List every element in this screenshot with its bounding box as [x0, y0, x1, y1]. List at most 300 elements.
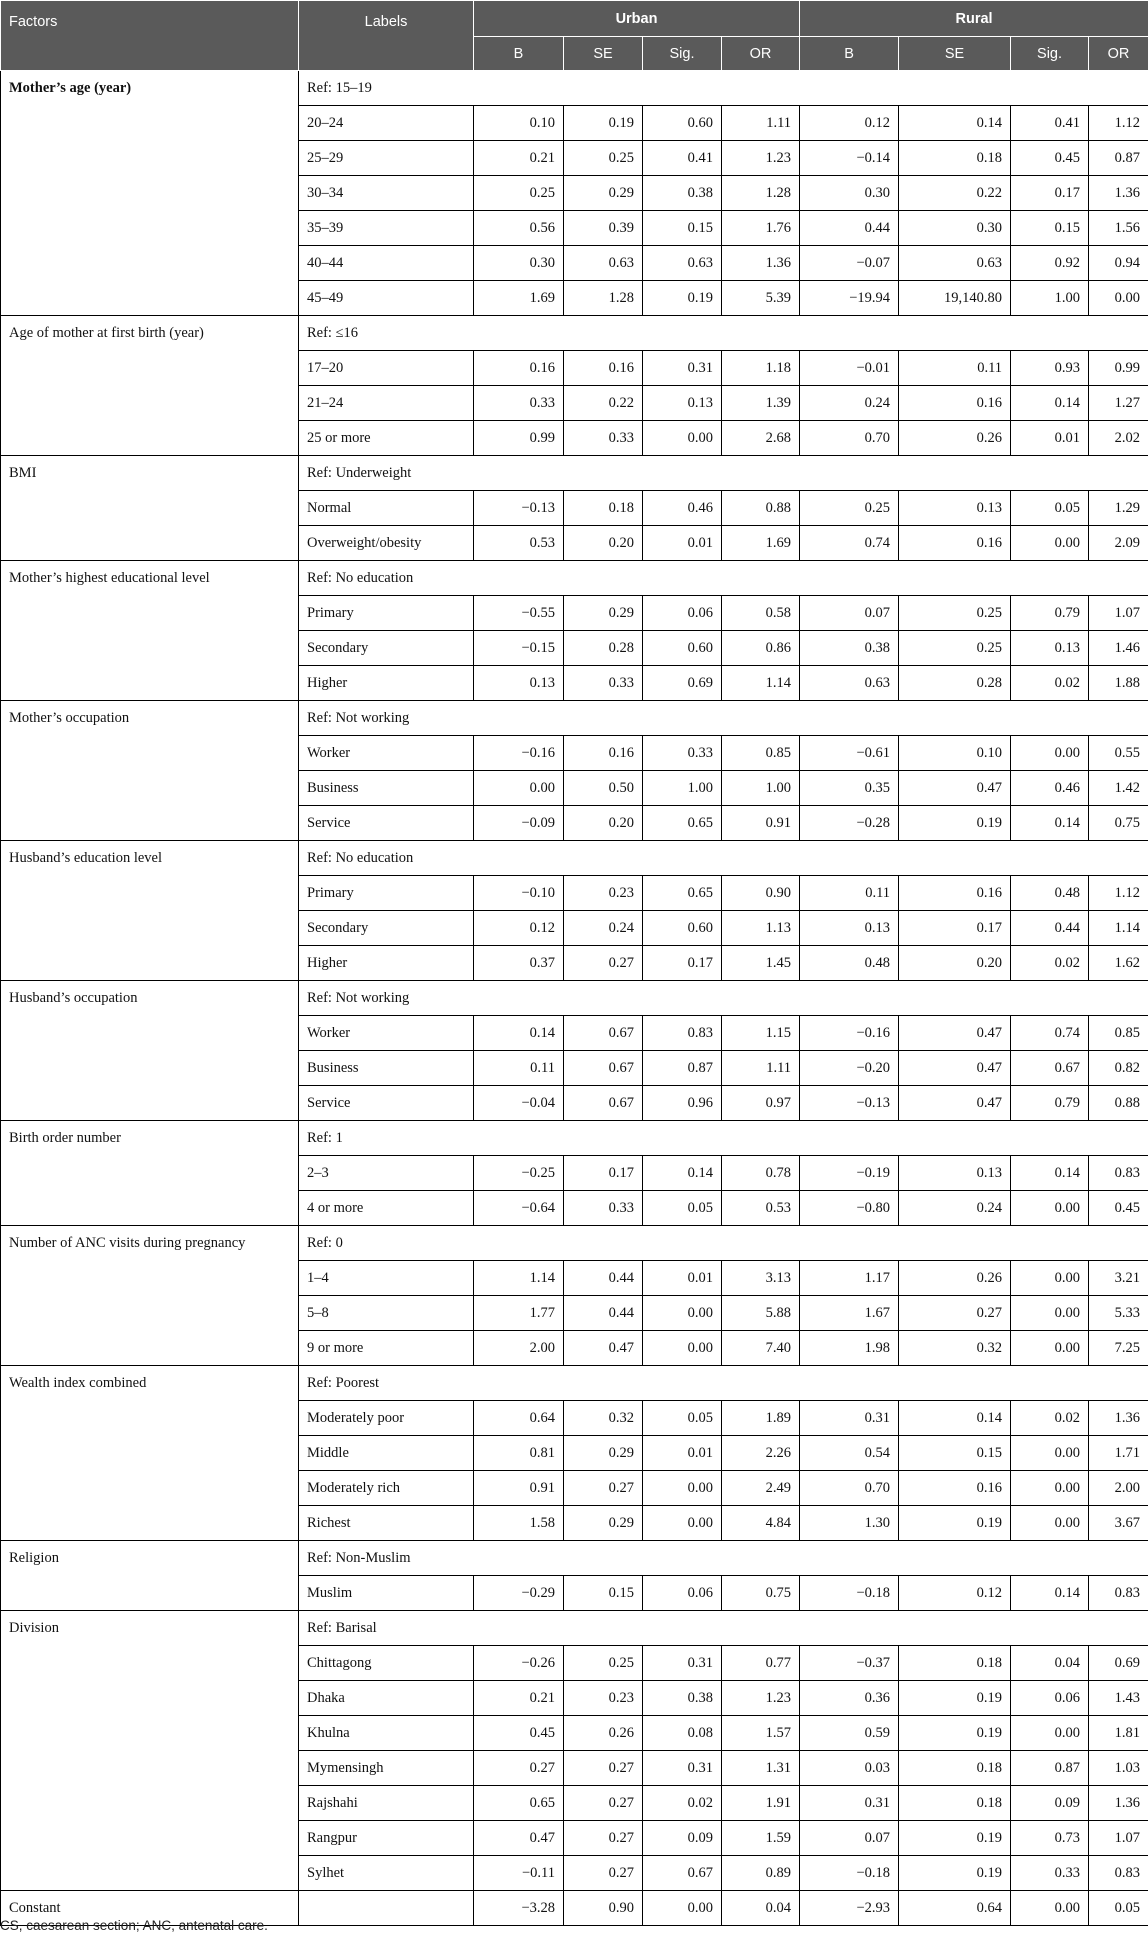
value-cell: 0.29: [564, 1506, 643, 1541]
value-cell: 0.05: [1011, 491, 1089, 526]
value-cell: 0.25: [899, 631, 1011, 666]
category-label: 17–20: [299, 351, 474, 386]
value-cell: 0.05: [643, 1401, 722, 1436]
value-cell: 1.00: [643, 771, 722, 806]
value-cell: 0.48: [1011, 876, 1089, 911]
value-cell: 0.38: [800, 631, 899, 666]
value-cell: 3.21: [1089, 1261, 1148, 1296]
value-cell: 0.83: [1089, 1856, 1148, 1891]
value-cell: 3.67: [1089, 1506, 1148, 1541]
header-col-rural-or: OR: [1089, 37, 1148, 71]
value-cell: −0.55: [474, 596, 564, 631]
value-cell: 1.36: [1089, 1401, 1148, 1436]
value-cell: 0.15: [564, 1576, 643, 1611]
factor-name: Mother’s occupation: [1, 701, 299, 841]
value-cell: 5.88: [722, 1296, 800, 1331]
value-cell: −0.07: [800, 246, 899, 281]
value-cell: 0.67: [564, 1051, 643, 1086]
value-cell: 0.91: [722, 806, 800, 841]
constant-blank-cell: [299, 1891, 474, 1926]
value-cell: 0.33: [564, 666, 643, 701]
value-cell: 0.10: [474, 106, 564, 141]
category-label: Sylhet: [299, 1856, 474, 1891]
value-cell: 1.14: [722, 666, 800, 701]
category-label: Higher: [299, 666, 474, 701]
reference-category: Ref: Non-Muslim: [299, 1541, 1148, 1576]
value-cell: 0.37: [474, 946, 564, 981]
value-cell: 0.06: [1011, 1681, 1089, 1716]
value-cell: 0.65: [643, 876, 722, 911]
value-cell: 0.48: [800, 946, 899, 981]
value-cell: 0.02: [1011, 946, 1089, 981]
value-cell: 1.28: [722, 176, 800, 211]
factor-name: Mother’s highest educational level: [1, 561, 299, 701]
header-col-rural-sig: Sig.: [1011, 37, 1089, 71]
value-cell: −0.18: [800, 1576, 899, 1611]
value-cell: 0.53: [474, 526, 564, 561]
factor-name: Number of ANC visits during pregnancy: [1, 1226, 299, 1366]
category-label: Business: [299, 771, 474, 806]
value-cell: 0.00: [1011, 1716, 1089, 1751]
value-cell: 2.02: [1089, 421, 1148, 456]
category-label: 1–4: [299, 1261, 474, 1296]
value-cell: 0.85: [1089, 1016, 1148, 1051]
factor-name: Division: [1, 1611, 299, 1891]
value-cell: 0.64: [899, 1891, 1011, 1926]
value-cell: −0.14: [800, 141, 899, 176]
value-cell: 0.00: [643, 1471, 722, 1506]
header-factors: Factors: [1, 1, 299, 71]
value-cell: 0.28: [899, 666, 1011, 701]
value-cell: 0.13: [899, 491, 1011, 526]
value-cell: 0.16: [899, 526, 1011, 561]
value-cell: 0.38: [643, 1681, 722, 1716]
value-cell: 7.25: [1089, 1331, 1148, 1366]
value-cell: 0.60: [643, 911, 722, 946]
value-cell: 0.06: [643, 1576, 722, 1611]
header-col-rural-b: B: [800, 37, 899, 71]
value-cell: 0.67: [643, 1856, 722, 1891]
value-cell: 1.12: [1089, 106, 1148, 141]
value-cell: 0.45: [474, 1716, 564, 1751]
value-cell: 0.33: [1011, 1856, 1089, 1891]
value-cell: 0.14: [1011, 386, 1089, 421]
value-cell: 0.45: [1089, 1191, 1148, 1226]
value-cell: 5.39: [722, 281, 800, 316]
category-label: 35–39: [299, 211, 474, 246]
value-cell: 1.98: [800, 1331, 899, 1366]
value-cell: 1.11: [722, 106, 800, 141]
value-cell: 1.03: [1089, 1751, 1148, 1786]
value-cell: 0.31: [800, 1786, 899, 1821]
category-label: Rajshahi: [299, 1786, 474, 1821]
value-cell: 0.31: [643, 1646, 722, 1681]
value-cell: 0.02: [643, 1786, 722, 1821]
value-cell: 0.12: [800, 106, 899, 141]
value-cell: 0.63: [899, 246, 1011, 281]
value-cell: 0.99: [1089, 351, 1148, 386]
value-cell: 1.45: [722, 946, 800, 981]
header-col-urban-b: B: [474, 37, 564, 71]
category-label: Secondary: [299, 631, 474, 666]
value-cell: 0.00: [1011, 1191, 1089, 1226]
category-label: Service: [299, 1086, 474, 1121]
value-cell: 0.87: [1011, 1751, 1089, 1786]
value-cell: −0.04: [474, 1086, 564, 1121]
value-cell: −0.61: [800, 736, 899, 771]
category-label: 45–49: [299, 281, 474, 316]
value-cell: 0.19: [899, 806, 1011, 841]
value-cell: 1.14: [1089, 911, 1148, 946]
value-cell: 0.65: [474, 1786, 564, 1821]
value-cell: 0.75: [1089, 806, 1148, 841]
value-cell: 0.30: [899, 211, 1011, 246]
value-cell: 0.16: [899, 386, 1011, 421]
value-cell: 1.81: [1089, 1716, 1148, 1751]
value-cell: 0.29: [564, 1436, 643, 1471]
value-cell: 1.43: [1089, 1681, 1148, 1716]
value-cell: 0.75: [722, 1576, 800, 1611]
value-cell: 0.44: [800, 211, 899, 246]
value-cell: 0.32: [899, 1331, 1011, 1366]
value-cell: 0.01: [643, 1261, 722, 1296]
value-cell: 2.26: [722, 1436, 800, 1471]
value-cell: 0.07: [800, 596, 899, 631]
category-label: 4 or more: [299, 1191, 474, 1226]
value-cell: 1.89: [722, 1401, 800, 1436]
header-urban: Urban: [474, 1, 800, 37]
value-cell: 0.79: [1011, 596, 1089, 631]
value-cell: 0.13: [899, 1156, 1011, 1191]
value-cell: 0.19: [899, 1681, 1011, 1716]
value-cell: 1.46: [1089, 631, 1148, 666]
value-cell: −0.16: [800, 1016, 899, 1051]
category-label: Richest: [299, 1506, 474, 1541]
value-cell: 0.39: [564, 211, 643, 246]
category-label: Overweight/obesity: [299, 526, 474, 561]
value-cell: 0.70: [800, 421, 899, 456]
value-cell: 0.00: [1011, 526, 1089, 561]
value-cell: 0.65: [643, 806, 722, 841]
value-cell: 0.60: [643, 631, 722, 666]
value-cell: −0.15: [474, 631, 564, 666]
category-label: 25 or more: [299, 421, 474, 456]
category-label: Middle: [299, 1436, 474, 1471]
value-cell: 0.67: [564, 1016, 643, 1051]
value-cell: 0.16: [899, 1471, 1011, 1506]
value-cell: 1.56: [1089, 211, 1148, 246]
value-cell: 1.36: [1089, 1786, 1148, 1821]
factor-group-ref-row: [1, 701, 1148, 736]
value-cell: 0.21: [474, 1681, 564, 1716]
value-cell: 2.09: [1089, 526, 1148, 561]
value-cell: 1.42: [1089, 771, 1148, 806]
value-cell: 0.27: [564, 1856, 643, 1891]
value-cell: 1.31: [722, 1751, 800, 1786]
value-cell: 0.24: [800, 386, 899, 421]
value-cell: 0.04: [722, 1891, 800, 1926]
value-cell: 0.22: [564, 386, 643, 421]
factor-name: BMI: [1, 456, 299, 561]
value-cell: 0.31: [643, 1751, 722, 1786]
value-cell: 0.96: [643, 1086, 722, 1121]
value-cell: 0.74: [1011, 1016, 1089, 1051]
reference-category: Ref: ≤16: [299, 316, 1148, 351]
value-cell: 1.07: [1089, 1821, 1148, 1856]
value-cell: 0.41: [643, 141, 722, 176]
value-cell: 0.19: [899, 1506, 1011, 1541]
value-cell: 0.73: [1011, 1821, 1089, 1856]
value-cell: 1.23: [722, 141, 800, 176]
value-cell: 0.30: [800, 176, 899, 211]
factor-name: Husband’s education level: [1, 841, 299, 981]
value-cell: 1.18: [722, 351, 800, 386]
value-cell: 0.29: [564, 176, 643, 211]
value-cell: 0.16: [564, 351, 643, 386]
value-cell: 0.33: [564, 1191, 643, 1226]
value-cell: −0.29: [474, 1576, 564, 1611]
value-cell: −0.37: [800, 1646, 899, 1681]
value-cell: 0.14: [1011, 1156, 1089, 1191]
value-cell: 0.00: [643, 421, 722, 456]
value-cell: 0.19: [564, 106, 643, 141]
value-cell: 0.00: [643, 1296, 722, 1331]
value-cell: 0.36: [800, 1681, 899, 1716]
value-cell: 0.44: [1011, 911, 1089, 946]
value-cell: 0.09: [643, 1821, 722, 1856]
value-cell: −3.28: [474, 1891, 564, 1926]
value-cell: 0.12: [474, 911, 564, 946]
value-cell: 1.07: [1089, 596, 1148, 631]
category-label: Muslim: [299, 1576, 474, 1611]
value-cell: 0.45: [1011, 141, 1089, 176]
value-cell: 1.11: [722, 1051, 800, 1086]
factor-name: Mother’s age (year): [1, 71, 299, 316]
header-col-rural-se: SE: [899, 37, 1011, 71]
value-cell: 0.11: [800, 876, 899, 911]
value-cell: 0.23: [564, 876, 643, 911]
category-label: Business: [299, 1051, 474, 1086]
value-cell: 2.00: [474, 1331, 564, 1366]
value-cell: 1.14: [474, 1261, 564, 1296]
value-cell: 0.67: [1011, 1051, 1089, 1086]
value-cell: 0.01: [643, 526, 722, 561]
value-cell: 0.02: [1011, 1401, 1089, 1436]
value-cell: 1.15: [722, 1016, 800, 1051]
value-cell: 0.22: [899, 176, 1011, 211]
value-cell: 0.06: [643, 596, 722, 631]
factor-name: Age of mother at first birth (year): [1, 316, 299, 456]
value-cell: 0.83: [643, 1016, 722, 1051]
value-cell: 0.05: [643, 1191, 722, 1226]
value-cell: 0.47: [474, 1821, 564, 1856]
value-cell: 2.49: [722, 1471, 800, 1506]
value-cell: 0.26: [899, 421, 1011, 456]
value-cell: 2.68: [722, 421, 800, 456]
value-cell: 0.18: [899, 1646, 1011, 1681]
value-cell: 1.00: [722, 771, 800, 806]
value-cell: 0.77: [722, 1646, 800, 1681]
table-footnote: CS, caesarean section; ANC, antenatal care.: [0, 1918, 268, 1933]
factor-name: Wealth index combined: [1, 1366, 299, 1541]
value-cell: 0.82: [1089, 1051, 1148, 1086]
value-cell: 0.88: [1089, 1086, 1148, 1121]
value-cell: 0.07: [800, 1821, 899, 1856]
value-cell: −0.20: [800, 1051, 899, 1086]
value-cell: 1.67: [800, 1296, 899, 1331]
value-cell: 0.12: [899, 1576, 1011, 1611]
value-cell: 0.47: [899, 1016, 1011, 1051]
value-cell: 0.33: [564, 421, 643, 456]
value-cell: −0.16: [474, 736, 564, 771]
value-cell: 0.55: [1089, 736, 1148, 771]
reference-category: Ref: 15–19: [299, 71, 1148, 106]
value-cell: 0.18: [564, 491, 643, 526]
value-cell: 0.85: [722, 736, 800, 771]
category-label: Chittagong: [299, 1646, 474, 1681]
value-cell: 0.05: [1089, 1891, 1148, 1926]
value-cell: 0.41: [1011, 106, 1089, 141]
category-label: Khulna: [299, 1716, 474, 1751]
value-cell: 1.29: [1089, 491, 1148, 526]
value-cell: 0.25: [899, 596, 1011, 631]
header-col-urban-se: SE: [564, 37, 643, 71]
value-cell: 0.00: [474, 771, 564, 806]
value-cell: −0.25: [474, 1156, 564, 1191]
value-cell: 1.13: [722, 911, 800, 946]
value-cell: 0.54: [800, 1436, 899, 1471]
value-cell: 1.77: [474, 1296, 564, 1331]
value-cell: 0.32: [564, 1401, 643, 1436]
header-col-urban-sig: Sig.: [643, 37, 722, 71]
value-cell: 1.57: [722, 1716, 800, 1751]
value-cell: 0.21: [474, 141, 564, 176]
value-cell: 1.76: [722, 211, 800, 246]
constant-label: Constant: [1, 1891, 299, 1926]
value-cell: 0.53: [722, 1191, 800, 1226]
value-cell: −0.28: [800, 806, 899, 841]
value-cell: 0.63: [643, 246, 722, 281]
value-cell: 7.40: [722, 1331, 800, 1366]
value-cell: 0.15: [1011, 211, 1089, 246]
value-cell: 1.91: [722, 1786, 800, 1821]
value-cell: 0.03: [800, 1751, 899, 1786]
value-cell: 0.86: [722, 631, 800, 666]
value-cell: −0.09: [474, 806, 564, 841]
value-cell: 0.93: [1011, 351, 1089, 386]
value-cell: 0.70: [800, 1471, 899, 1506]
factor-group-ref-row: [1, 1226, 1148, 1261]
category-label: Dhaka: [299, 1681, 474, 1716]
category-label: 25–29: [299, 141, 474, 176]
value-cell: 0.83: [1089, 1576, 1148, 1611]
value-cell: 2.00: [1089, 1471, 1148, 1506]
factor-name: Birth order number: [1, 1121, 299, 1226]
value-cell: 0.20: [564, 806, 643, 841]
value-cell: 0.99: [474, 421, 564, 456]
value-cell: 0.27: [564, 1751, 643, 1786]
value-cell: 1.69: [474, 281, 564, 316]
value-cell: 0.00: [1011, 1261, 1089, 1296]
category-label: 40–44: [299, 246, 474, 281]
value-cell: 0.08: [643, 1716, 722, 1751]
value-cell: 0.10: [899, 736, 1011, 771]
category-label: 5–8: [299, 1296, 474, 1331]
value-cell: 0.30: [474, 246, 564, 281]
value-cell: −19.94: [800, 281, 899, 316]
value-cell: 0.69: [1089, 1646, 1148, 1681]
value-cell: 0.17: [643, 946, 722, 981]
factor-group-ref-row: [1, 1611, 1148, 1646]
value-cell: 1.58: [474, 1506, 564, 1541]
value-cell: 0.79: [1011, 1086, 1089, 1121]
value-cell: 0.19: [899, 1856, 1011, 1891]
value-cell: 0.81: [474, 1436, 564, 1471]
value-cell: 0.15: [643, 211, 722, 246]
value-cell: 0.14: [899, 1401, 1011, 1436]
value-cell: 0.26: [564, 1716, 643, 1751]
factor-group-ref-row: [1, 456, 1148, 491]
value-cell: 0.83: [1089, 1156, 1148, 1191]
value-cell: 0.24: [564, 911, 643, 946]
value-cell: 0.38: [643, 176, 722, 211]
value-cell: 0.46: [643, 491, 722, 526]
category-label: Rangpur: [299, 1821, 474, 1856]
factor-group-ref-row: [1, 1541, 1148, 1576]
factor-group-ref-row: [1, 1366, 1148, 1401]
factor-group-ref-row: [1, 316, 1148, 351]
value-cell: 0.63: [564, 246, 643, 281]
value-cell: 0.00: [643, 1506, 722, 1541]
value-cell: 1.62: [1089, 946, 1148, 981]
header-labels: Labels: [299, 1, 474, 71]
value-cell: 0.00: [1011, 1296, 1089, 1331]
value-cell: 0.24: [899, 1191, 1011, 1226]
value-cell: 0.92: [1011, 246, 1089, 281]
value-cell: 0.19: [643, 281, 722, 316]
category-label: Service: [299, 806, 474, 841]
factor-group-ref-row: [1, 981, 1148, 1016]
category-label: Mymensingh: [299, 1751, 474, 1786]
value-cell: 0.29: [564, 596, 643, 631]
value-cell: 0.89: [722, 1856, 800, 1891]
value-cell: 0.13: [1011, 631, 1089, 666]
value-cell: 0.33: [474, 386, 564, 421]
value-cell: 0.14: [474, 1016, 564, 1051]
value-cell: 0.27: [564, 1471, 643, 1506]
value-cell: 1.28: [564, 281, 643, 316]
value-cell: 0.00: [1011, 1891, 1089, 1926]
category-label: Secondary: [299, 911, 474, 946]
value-cell: 4.84: [722, 1506, 800, 1541]
value-cell: 0.27: [564, 1821, 643, 1856]
header-col-urban-or: OR: [722, 37, 800, 71]
value-cell: 0.25: [800, 491, 899, 526]
value-cell: 0.44: [564, 1296, 643, 1331]
value-cell: 0.00: [1011, 1331, 1089, 1366]
value-cell: 0.78: [722, 1156, 800, 1191]
value-cell: 0.64: [474, 1401, 564, 1436]
value-cell: 0.46: [1011, 771, 1089, 806]
category-label: 2–3: [299, 1156, 474, 1191]
value-cell: 0.50: [564, 771, 643, 806]
value-cell: 0.01: [1011, 421, 1089, 456]
value-cell: 0.33: [643, 736, 722, 771]
value-cell: 0.19: [899, 1716, 1011, 1751]
value-cell: 0.90: [564, 1891, 643, 1926]
value-cell: 0.47: [899, 1051, 1011, 1086]
value-cell: 0.90: [722, 876, 800, 911]
